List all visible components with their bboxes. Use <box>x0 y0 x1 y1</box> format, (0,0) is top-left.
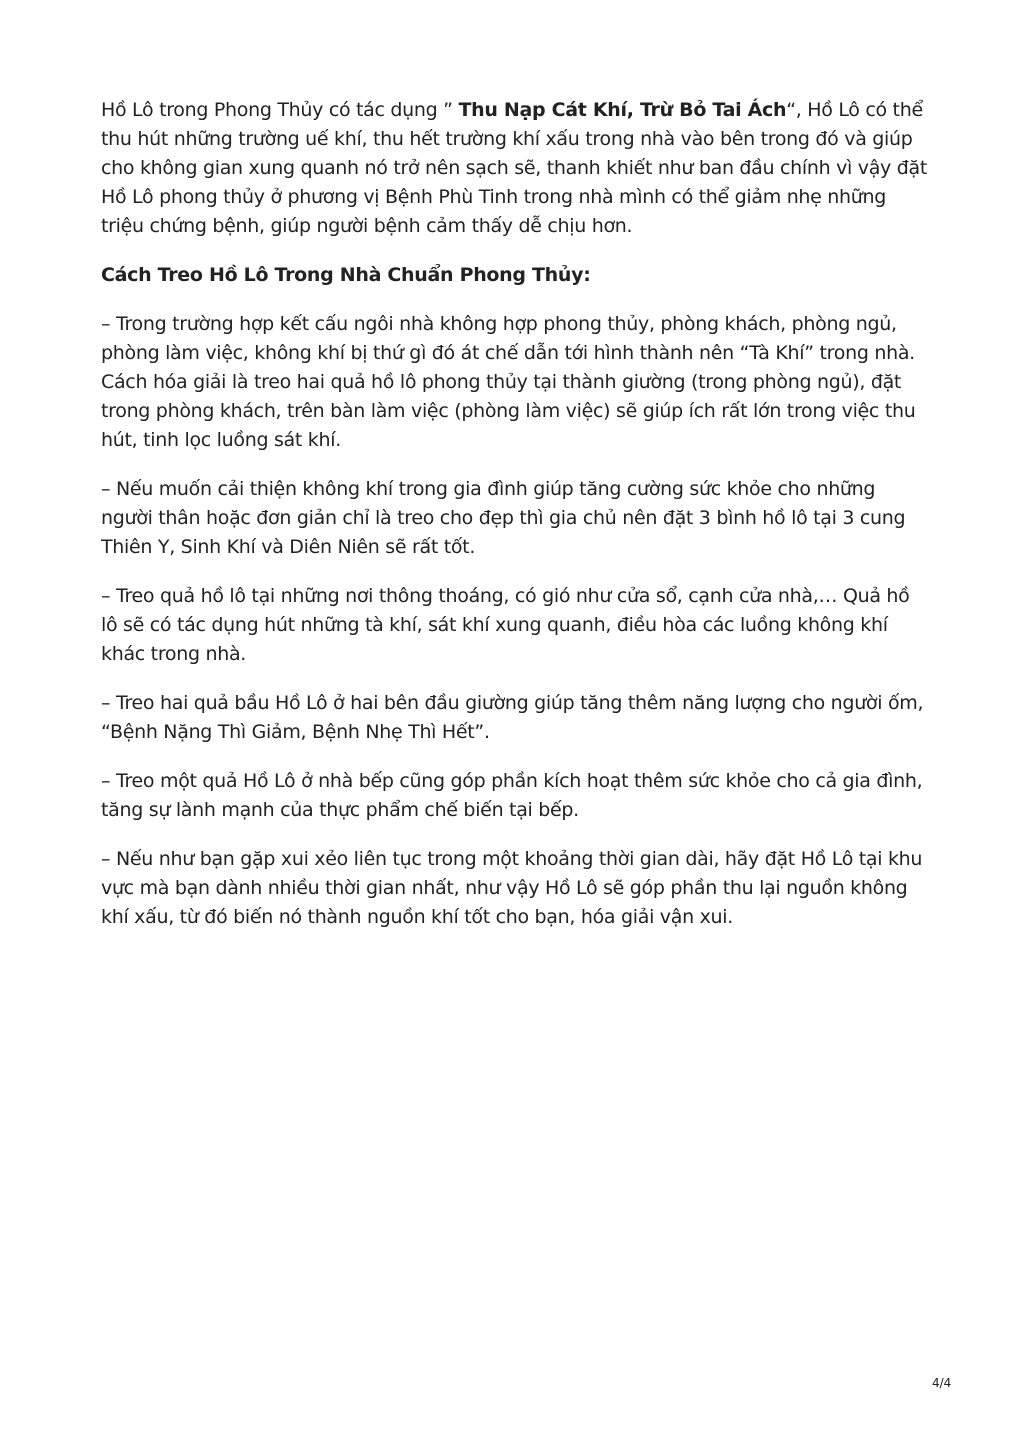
paragraph-5: – Treo một quả Hồ Lô ở nhà bếp cũng góp phần kích hoạt thêm sức khỏe cho cả gia đình, tăng sự lành mạnh của thực phẩm chế biến tại bếp. <box>101 770 923 821</box>
paragraph-3: – Treo quả hồ lô tại những nơi thông thoáng, có gió như cửa sổ, cạnh cửa nhà,… Quả hồ lô sẽ có tác dụng hút những tà khí, sát khí xung quanh, điều hòa các luồng không khí khác trong nhà. <box>101 585 910 665</box>
document-body <box>101 96 931 952</box>
section-heading: Cách Treo Hồ Lô Trong Nhà Chuẩn Phong Thủy: <box>101 264 591 286</box>
intro-paragraph <box>101 96 931 241</box>
intro-text-start: Hồ Lô trong Phong Thủy có tác dụng ” <box>101 99 459 121</box>
paragraph-1: – Trong trường hợp kết cấu ngôi nhà không hợp phong thủy, phòng khách, phòng ngủ, phòng làm việc, không khí bị thứ gì đó át chế dẫn tới hình thành nên “Tà Khí” trong nhà. Cách hóa giải là treo hai quả hồ lô phong thủy tại thành giường (trong phòng ngủ), đặt trong phòng khách, trên bàn làm việc (phòng làm việc) sẽ giúp ích rất lớn trong việc thu hút, tinh lọc luồng sát khí. <box>101 313 916 451</box>
intro-text-end: “, Hồ Lô có thể thu hút những trường uế khí, thu hết trường khí xấu trong nhà vào bên trong đó và giúp cho không gian xung quanh nó trở nên sạch sẽ, thanh khiết như ban đầu chính vì vậy đặt Hồ Lô phong thủy ở phương vị Bệnh Phù Tinh trong nhà mình có thể giảm nhẹ những triệu chứng bệnh, giúp người bệnh cảm thấy dễ chịu hơn. <box>101 99 927 237</box>
paragraph-2: – Nếu muốn cải thiện không khí trong gia đình giúp tăng cường sức khỏe cho những người thân hoặc đơn giản chỉ là treo cho đẹp thì gia chủ nên đặt 3 bình hồ lô tại 3 cung Thiên Y, Sinh Khí và Diên Niên sẽ rất tốt. <box>101 478 906 558</box>
intro-bold-phrase: Thu Nạp Cát Khí, Trừ Bỏ Tai Ách <box>458 99 787 121</box>
paragraph-6: – Nếu như bạn gặp xui xẻo liên tục trong một khoảng thời gian dài, hãy đặt Hồ Lô tại khu vực mà bạn dành nhiều thời gian nhất, như vậy Hồ Lô sẽ góp phần thu lại nguồn không khí xấu, từ đó biến nó thành nguồn khí tốt cho bạn, hóa giải vận xui. <box>101 848 923 928</box>
page-number: 4/4 <box>932 1376 952 1390</box>
paragraph-4: – Treo hai quả bầu Hồ Lô ở hai bên đầu giường giúp tăng thêm năng lượng cho người ốm, “Bệnh Nặng Thì Giảm, Bệnh Nhẹ Thì Hết”. <box>101 692 924 743</box>
